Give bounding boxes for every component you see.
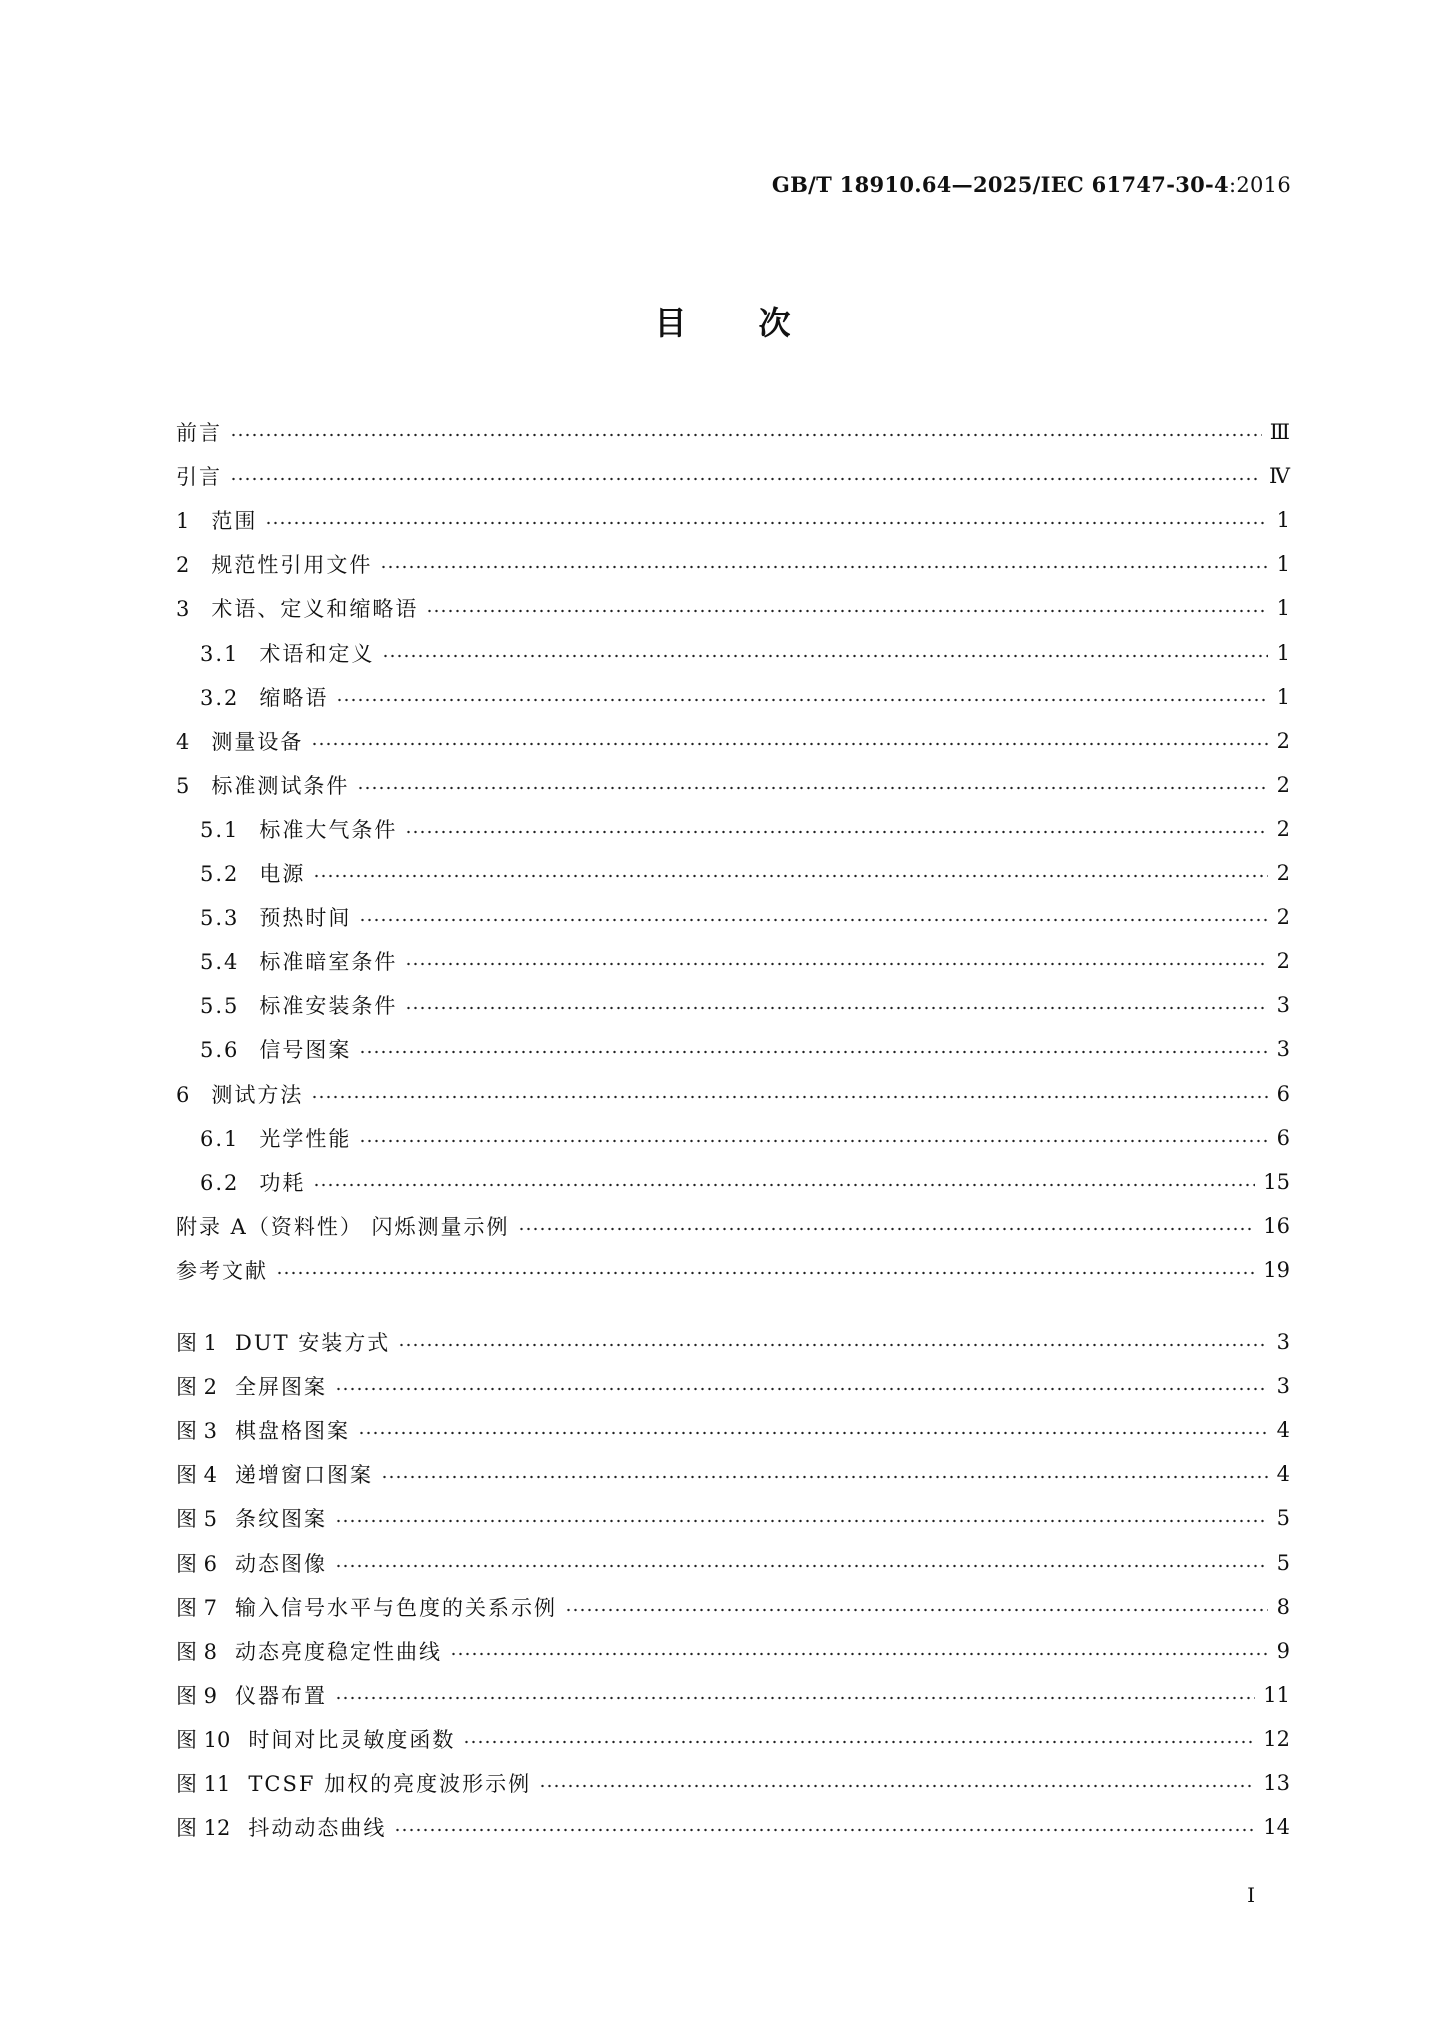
toc-entry-label [176,1034,359,1064]
page-ref: Ⅳ [1269,464,1290,489]
figure-title: DUT 安装方式 [235,1331,391,1355]
section-title: 光学性能 [259,1126,352,1151]
toc-entry-label [176,814,405,844]
section-title: 标准安装条件 [259,994,398,1019]
dot-leader [230,430,1262,440]
dot-leader [358,1428,1268,1438]
figure-number: 图 9 [176,1683,218,1708]
figure-title: 棋盘格图案 [235,1419,351,1444]
figure-title: 时间对比灵敏度函数 [248,1727,456,1752]
toc-entry[interactable] [176,586,1290,630]
toc-entry[interactable] [176,719,1290,763]
figure-number: 图 12 [176,1816,231,1841]
section-title: 附录 A（资料性） 闪烁测量示例 [176,1214,510,1239]
dot-leader [313,1180,1255,1190]
toc-entry[interactable] [176,763,1290,807]
toc-entry[interactable] [176,939,1290,983]
dot-leader [357,783,1268,793]
dot-leader [380,562,1268,572]
section-title: 术语和定义 [259,641,375,666]
toc-entry[interactable] [176,1160,1290,1204]
page-ref: 1 [1276,640,1290,665]
dot-leader [359,1047,1268,1057]
page-ref: 19 [1263,1257,1290,1282]
dot-leader [381,1472,1268,1482]
figure-number: 图 10 [176,1727,231,1752]
figure-entry-label [176,1415,358,1445]
section-number: 3 [176,597,192,622]
toc-entry-label [176,1167,313,1197]
toc-entry[interactable] [176,807,1290,851]
dot-leader [565,1605,1268,1615]
dot-leader [450,1649,1268,1659]
figure-title: 动态亮度稳定性曲线 [235,1639,443,1664]
toc-entry-label [176,902,359,932]
section-number: 3.1 [200,641,240,666]
dot-leader [394,1825,1255,1835]
section-number: 5.5 [200,994,240,1019]
page-ref: 2 [1276,772,1290,797]
page-ref: 1 [1276,552,1290,577]
page-ref: 1 [1276,508,1290,533]
section-number: 5.3 [200,906,240,931]
figure-list-entry[interactable] [176,1717,1290,1761]
dot-leader [335,1516,1268,1526]
dot-leader [311,1092,1268,1102]
page-ref: 6 [1276,1125,1290,1150]
standard-code-year: :2016 [1228,173,1291,197]
toc-entry[interactable] [176,851,1290,895]
figure-number: 图 11 [176,1772,231,1796]
figure-entry-label [176,1371,335,1401]
page-ref: 8 [1276,1594,1290,1619]
figure-title: 条纹图案 [235,1507,328,1532]
page-ref: 9 [1276,1638,1290,1663]
figure-entry-label [176,1327,398,1357]
figure-number: 图 7 [176,1595,218,1620]
section-number: 5.2 [200,862,240,886]
dot-leader [335,1561,1268,1571]
dot-leader [426,606,1268,616]
section-title: 预热时间 [259,906,352,931]
section-number: 2 [176,553,192,578]
figure-entry-label [176,1812,394,1842]
page-ref: 2 [1276,949,1290,974]
page-title-char: 次 [758,304,791,342]
toc-entry-label [176,770,357,800]
toc-entry-label [176,1211,518,1241]
dot-leader [405,827,1268,837]
figure-title: 仪器布置 [235,1683,328,1708]
section-title: 参考文献 [176,1258,268,1283]
section-title: 引言 [176,465,222,490]
dot-leader [276,1268,1255,1278]
toc-entry-label [176,505,265,535]
dot-leader [359,1136,1268,1146]
toc-entry-label [176,726,311,756]
figure-number: 图 3 [176,1419,218,1444]
dot-leader [230,474,1261,484]
figure-list-entry[interactable] [176,1585,1290,1629]
section-title: 标准大气条件 [259,817,398,842]
page-ref: 5 [1276,1506,1290,1531]
dot-leader [313,871,1268,881]
toc-entry-label [176,682,336,712]
section-title: 范围 [211,509,258,534]
figure-entry-label [176,1768,539,1798]
figure-entry-label [176,1680,335,1710]
figure-number: 图 2 [176,1375,218,1400]
figure-number: 图 1 [176,1331,218,1355]
toc-entry[interactable] [176,1027,1290,1071]
page-ref: 5 [1276,1550,1290,1575]
toc-entry[interactable] [176,895,1290,939]
figure-list-entry[interactable] [176,1452,1290,1496]
page-ref: 16 [1263,1213,1290,1238]
figure-title: TCSF 加权的亮度波形示例 [248,1772,532,1796]
toc-entry[interactable] [176,1248,1290,1292]
figure-title: 输入信号水平与色度的关系示例 [235,1595,558,1620]
toc-entry[interactable] [176,498,1290,542]
dot-leader [539,1781,1255,1791]
section-title: 测试方法 [211,1082,304,1107]
toc-entry-label [176,461,230,491]
section-title: 标准测试条件 [211,773,350,798]
figure-title: 全屏图案 [235,1375,328,1400]
page-ref: 1 [1276,684,1290,709]
toc-entry[interactable] [176,410,1290,454]
toc-entry-label [176,946,405,976]
section-number: 5.6 [200,1038,240,1063]
toc-entry-label [176,549,380,579]
toc-entry[interactable] [176,1204,1290,1248]
toc-entry-label [176,1123,359,1153]
section-number: 6.1 [200,1126,240,1151]
page-ref: Ⅲ [1269,420,1290,444]
section-title: 信号图案 [259,1038,352,1063]
page-ref: 3 [1276,993,1290,1018]
toc-entry-label [176,990,405,1020]
section-title: 规范性引用文件 [211,553,373,578]
section-title: 测量设备 [211,729,304,754]
toc-entry[interactable] [176,1116,1290,1160]
figure-entry-label [176,1636,450,1666]
section-number: 4 [176,729,192,754]
page-ref: 4 [1276,1462,1290,1487]
figure-title: 抖动动态曲线 [248,1816,387,1841]
section-title: 术语、定义和缩略语 [211,597,419,622]
page-ref: 2 [1276,728,1290,753]
toc-entry[interactable] [176,675,1290,719]
page-ref: 3 [1276,1374,1290,1399]
figure-entry-label [176,1724,463,1754]
section-number: 1 [176,509,192,534]
figure-title: 动态图像 [235,1551,328,1576]
dot-leader [335,1693,1255,1703]
section-number: 5 [176,773,192,798]
figure-entry-label [176,1592,565,1622]
standard-code-main: GB/T 18910.64—2025/IEC 61747-30-4 [771,172,1229,197]
page-ref: 12 [1263,1726,1290,1751]
page-ref: 14 [1263,1815,1290,1840]
figure-list-entry[interactable] [176,1320,1290,1364]
dot-leader [335,1384,1268,1394]
toc-entry-label [176,593,426,623]
toc-entry-label [176,858,313,888]
page-ref: 3 [1276,1037,1290,1062]
section-title: 缩略语 [259,685,329,710]
figure-list-entry[interactable] [176,1805,1290,1849]
dot-leader [359,915,1268,925]
figure-list-entry[interactable] [176,1541,1290,1585]
page-ref: 6 [1276,1081,1290,1106]
dot-leader [265,518,1268,528]
page-ref: 15 [1263,1169,1290,1194]
page-ref: 13 [1263,1771,1290,1795]
dot-leader [405,959,1268,969]
toc-entry-label [176,638,382,668]
dot-leader [463,1737,1255,1747]
figure-entry-label [176,1459,381,1489]
figure-entry-label [176,1548,335,1578]
page-ref: 3 [1276,1330,1290,1354]
page-ref: 4 [1276,1418,1290,1443]
section-title: 标准暗室条件 [259,950,398,975]
section-title: 功耗 [259,1170,306,1195]
page-title-char: 目 [654,304,687,342]
page-ref: 2 [1276,861,1290,885]
toc-entry[interactable] [176,542,1290,586]
figure-number: 图 5 [176,1507,218,1532]
figure-number: 图 8 [176,1639,218,1664]
toc-entry[interactable] [176,454,1290,498]
figure-list-entry[interactable] [176,1673,1290,1717]
figure-list-entry[interactable] [176,1364,1290,1408]
dot-leader [518,1224,1256,1234]
figure-number: 图 4 [176,1463,218,1488]
page-title [0,298,1445,344]
section-number: 5.1 [200,817,240,842]
toc-entry[interactable] [176,1072,1290,1116]
toc-entry-label [176,1255,276,1285]
figure-title: 递增窗口图案 [235,1463,374,1488]
figure-list-entry[interactable] [176,1761,1290,1805]
dot-leader [382,651,1268,661]
section-title: 前言 [176,421,222,445]
toc-entry-label [176,417,230,447]
page-ref: 2 [1276,905,1290,930]
dot-leader [311,739,1268,749]
figure-entry-label [176,1503,335,1533]
dot-leader [405,1003,1268,1013]
dot-leader [398,1340,1268,1350]
page-number: Ⅰ [1247,1883,1255,1907]
standard-code [772,172,1291,197]
toc-entry[interactable] [176,983,1290,1027]
figure-list-entry[interactable] [176,1496,1290,1540]
section-number: 6 [176,1082,192,1107]
toc-entry[interactable] [176,631,1290,675]
section-number: 6.2 [200,1170,240,1195]
section-title: 电源 [259,862,306,886]
figure-list-entry[interactable] [176,1408,1290,1452]
figure-number: 图 6 [176,1551,218,1576]
dot-leader [336,695,1268,705]
figure-list-entry[interactable] [176,1629,1290,1673]
page-ref: 2 [1276,816,1290,841]
section-number: 5.4 [200,950,240,975]
toc-entry-label [176,1079,311,1109]
page-ref: 1 [1276,596,1290,621]
page-ref: 11 [1263,1682,1290,1707]
section-number: 3.2 [200,685,240,710]
